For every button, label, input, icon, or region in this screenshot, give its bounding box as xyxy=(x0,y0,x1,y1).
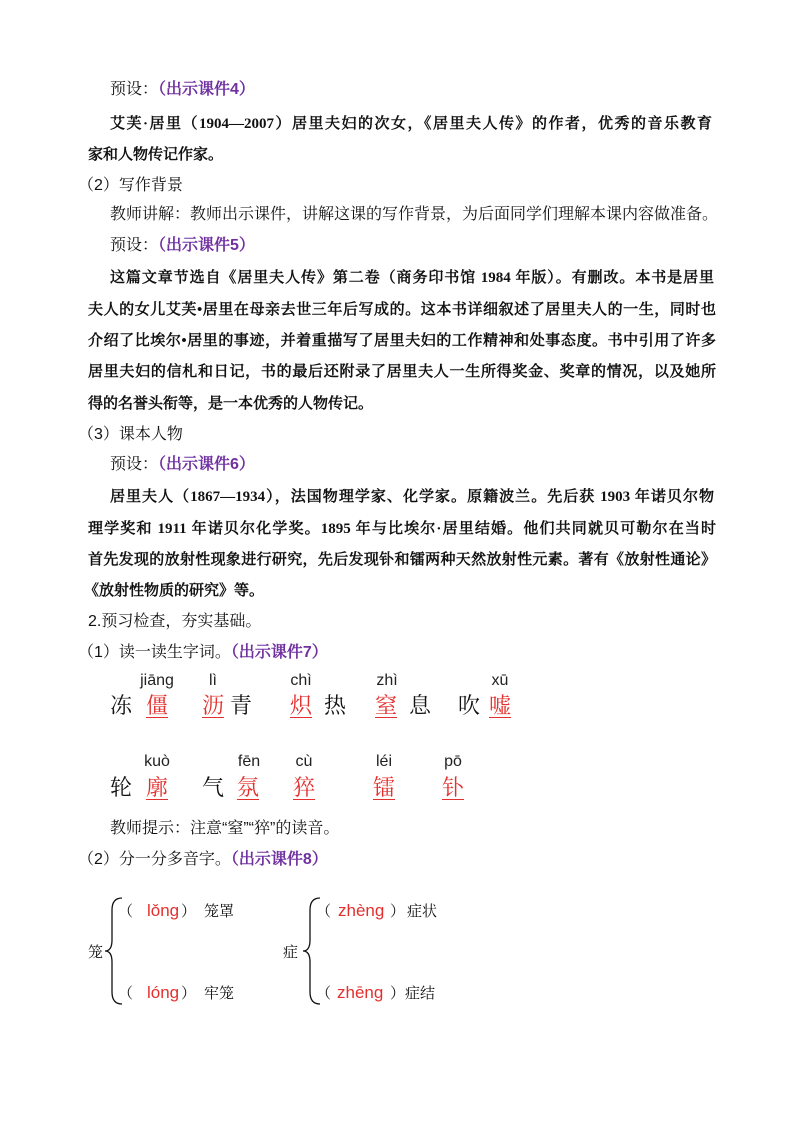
vocab-new-char: 沥 xyxy=(202,693,225,718)
polyphone-word: 症结 xyxy=(405,986,436,1002)
vocab-pinyin: jiāng xyxy=(140,672,174,689)
vocab-pinyin: chì xyxy=(290,672,312,689)
preset-label: 预设： xyxy=(110,456,159,473)
teacher-explanation: 教师讲解：教师出示课件，讲解这课的写作背景，为后面同学们理解本课内容做准备。 xyxy=(110,206,719,223)
background-line: 介绍了比埃尔•居里的事迹，并着重描写了居里夫妇的工作精神和处事态度。书中引用了许多 xyxy=(88,333,716,349)
section-heading-preview: 2.预习检查，夯实基础。 xyxy=(88,613,262,630)
vocab-char: 吹 xyxy=(458,693,481,718)
background-line: 得的名誉头衔等，是一本优秀的人物传记。 xyxy=(88,396,374,412)
preset-row-author xyxy=(110,80,255,100)
author-intro-line: 艾芙·居里（1904—2007）居里夫妇的次女，《居里夫人传》的作者，优秀的音乐教育 xyxy=(110,116,712,132)
read-words-heading xyxy=(78,643,328,663)
paren-close: ） xyxy=(181,904,197,920)
author-intro-line: 家和人物传记作家。 xyxy=(88,147,224,163)
polyphone-pinyin: zhèng xyxy=(338,901,385,920)
polyphone-word: 症状 xyxy=(407,904,438,920)
vocab-new-char: 钋 xyxy=(442,775,465,800)
vocab-pinyin: zhì xyxy=(376,672,398,689)
polyphone-pinyin: zhēng xyxy=(337,983,384,1002)
courseware-ref: （出示课件5） xyxy=(158,237,255,254)
paren-open: （ xyxy=(118,986,134,1002)
vocab-char: 热 xyxy=(324,693,347,718)
vocab-new-char: 窒 xyxy=(375,693,398,718)
teacher-tip: 教师提示：注意“窒”“猝”的读音。 xyxy=(110,820,340,837)
vocab-pinyin: xū xyxy=(491,672,509,689)
read-words-label: （1）读一读生字词。 xyxy=(78,644,231,661)
paren-close: ） xyxy=(390,986,406,1002)
polyphone-char: 症 xyxy=(283,945,299,961)
vocab-char: 息 xyxy=(409,693,432,718)
vocab-new-char: 炽 xyxy=(290,693,313,718)
section-heading-background: （2）写作背景 xyxy=(78,177,183,194)
vocab-new-char: 猝 xyxy=(293,775,316,800)
preset-row-character xyxy=(110,455,255,475)
vocab-new-char: 镭 xyxy=(373,775,396,800)
courseware-ref: （出示课件4） xyxy=(158,81,255,98)
vocab-new-char: 氛 xyxy=(237,775,260,800)
vocab-pinyin: fēn xyxy=(237,753,261,770)
paren-open: （ xyxy=(118,904,134,920)
paren-close: ） xyxy=(390,904,406,920)
paren-close: ） xyxy=(181,986,197,1002)
vocab-new-char: 僵 xyxy=(146,693,169,718)
paren-open: （ xyxy=(316,986,332,1002)
vocab-pinyin: lì xyxy=(209,672,217,689)
character-line: 《放射性物质的研究》等。 xyxy=(84,583,265,599)
vocab-char: 青 xyxy=(230,693,253,718)
background-line: 居里夫妇的信札和日记，书的最后还附录了居里夫人一生所得奖金、奖章的情况，以及她所 xyxy=(88,364,716,380)
courseware-ref: （出示课件8） xyxy=(230,851,328,868)
preset-row-background xyxy=(110,236,255,256)
vocab-new-char: 嘘 xyxy=(489,693,512,718)
character-line: 首先发现的放射性现象进行研究，先后发现钋和镭两种天然放射性元素。著有《放射性通论》 xyxy=(88,552,716,568)
vocab-char: 冻 xyxy=(110,693,133,718)
polyphone-char: 笼 xyxy=(88,945,104,961)
polyphone-pinyin: lǒng xyxy=(147,901,180,920)
polyphone-word: 牢笼 xyxy=(204,986,235,1002)
courseware-ref: （出示课件7） xyxy=(230,644,328,661)
polyphones-heading xyxy=(78,850,328,870)
vocab-char: 轮 xyxy=(110,775,133,800)
polyphone-pinyin: lóng xyxy=(147,983,180,1002)
vocab-new-char: 廓 xyxy=(146,775,169,800)
vocab-pinyin: léi xyxy=(375,753,392,770)
paren-open: （ xyxy=(316,904,332,920)
courseware-ref: （出示课件6） xyxy=(158,456,255,473)
polyphone-word: 笼罩 xyxy=(204,904,235,920)
character-line: 理学奖和 1911 年诺贝尔化学奖。1895 年与比埃尔·居里结婚。他们共同就贝可勒尔在当时 xyxy=(88,521,716,537)
vocab-pinyin: kuò xyxy=(144,753,170,770)
background-line: 夫人的女儿艾芙•居里在母亲去世三年后写成的。这本书详细叙述了居里夫人的一生，同时也 xyxy=(88,302,716,318)
section-heading-character: （3）课本人物 xyxy=(78,426,183,443)
polyphones-label: （2）分一分多音字。 xyxy=(78,851,231,868)
character-line: 居里夫人（1867—1934），法国物理学家、化学家。原籍波兰。先后获 1903 年诺贝尔物 xyxy=(110,489,714,505)
vocab-pinyin: cù xyxy=(295,753,313,770)
background-line: 这篇文章节选自《居里夫人传》第二卷（商务印书馆 1984 年版）。有删改。本书是居里 xyxy=(110,270,714,286)
preset-label: 预设： xyxy=(110,81,159,98)
vocab-char: 气 xyxy=(202,775,225,800)
preset-label: 预设： xyxy=(110,237,159,254)
vocab-pinyin: pō xyxy=(444,753,462,770)
